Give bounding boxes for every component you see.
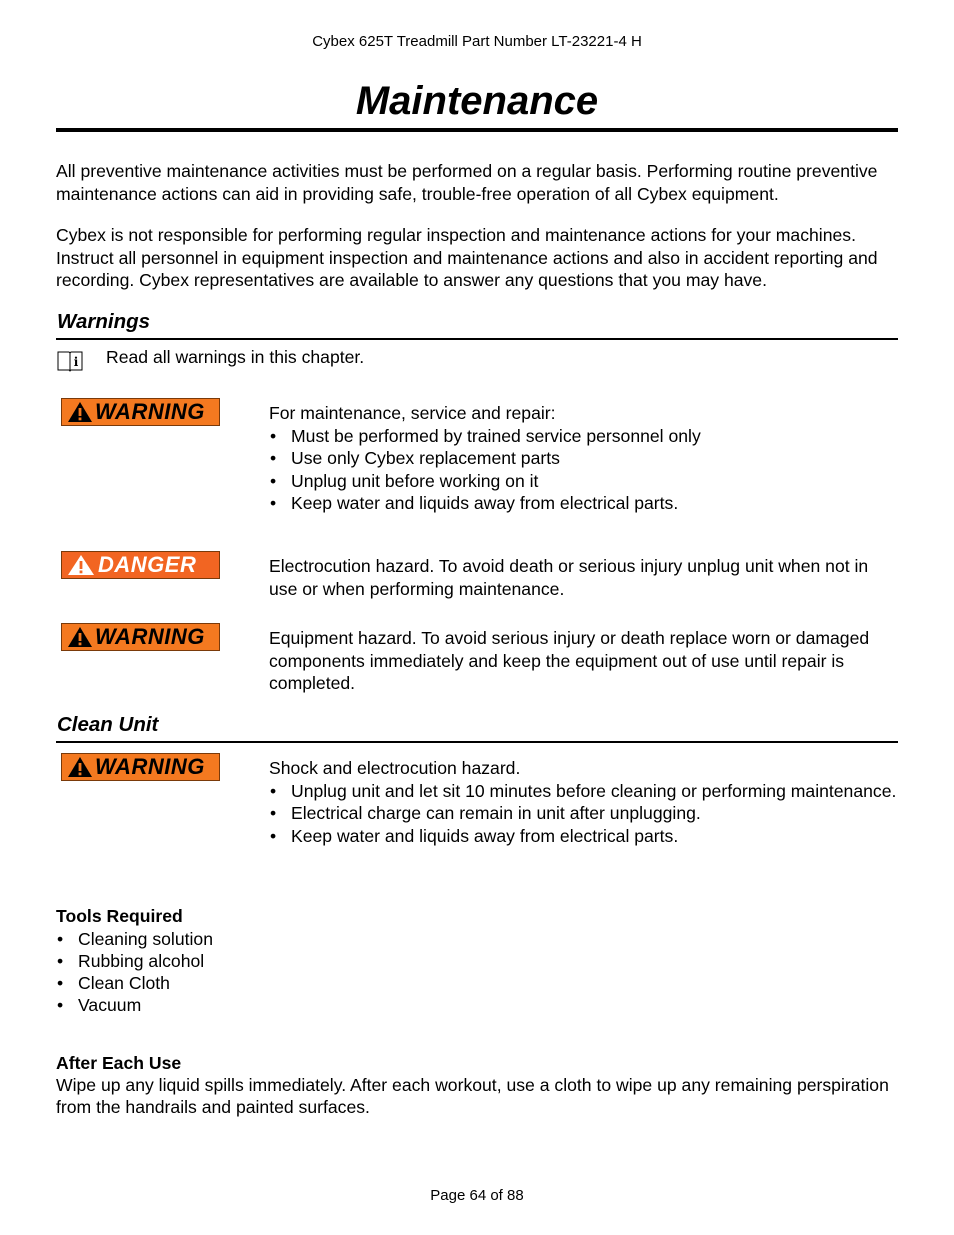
list-item: • Electrical charge can remain in unit after unplugging. — [269, 802, 901, 825]
list-item: • Use only Cybex replacement parts — [269, 447, 901, 470]
warning-intro: Shock and electrocution hazard. — [269, 758, 521, 778]
list-item: • Vacuum — [56, 994, 456, 1016]
book-info-icon — [57, 348, 83, 377]
after-use-text: Wipe up any liquid spills immediately. After each workout, use a cloth to wipe up any remaining perspiration from the handrails and painted surfaces. — [56, 1075, 889, 1117]
tools-heading: Tools Required — [56, 906, 183, 926]
danger-triangle-icon — [67, 554, 95, 576]
section-heading-warnings: Warnings — [57, 310, 151, 333]
danger-label-text: DANGER — [98, 552, 197, 577]
list-item: • Keep water and liquids away from electrical parts. — [269, 825, 901, 848]
list-item: • Clean Cloth — [56, 972, 456, 994]
warning-label — [61, 623, 220, 651]
section-heading-clean-unit: Clean Unit — [57, 713, 159, 736]
list-item: • Unplug unit and let sit 10 minutes before cleaning or performing maintenance. — [269, 780, 901, 803]
list-item: • Must be performed by trained service personnel only — [269, 425, 901, 448]
warning-block-shock — [269, 757, 901, 847]
warning-triangle-icon — [67, 756, 93, 778]
section-rule-clean-unit — [56, 741, 898, 743]
warning-triangle-icon — [67, 626, 93, 648]
warning-list — [269, 425, 901, 515]
danger-block-electrocution: Electrocution hazard. To avoid death or serious injury unplug unit when not in use or when performing maintenance. — [269, 556, 869, 599]
warning-label-text: WARNING — [95, 754, 205, 779]
list-item: • Cleaning solution — [56, 928, 456, 950]
warning-list — [269, 780, 901, 848]
warning-label-text: WARNING — [95, 399, 205, 424]
page-number: Page 64 of 88 — [430, 1187, 524, 1204]
warning-triangle-icon — [67, 401, 93, 423]
warning-intro: For maintenance, service and repair: — [269, 403, 556, 423]
list-item: • Keep water and liquids away from electrical parts. — [269, 492, 901, 515]
page-title: Maintenance — [355, 79, 599, 123]
warning-label — [61, 753, 220, 781]
warning-label — [61, 398, 220, 426]
running-header: Cybex 625T Treadmill Part Number LT-23221-4 H — [312, 33, 642, 50]
warning-label-text: WARNING — [95, 624, 205, 649]
section-rule-warnings — [56, 338, 898, 340]
intro-paragraph-2: Cybex is not responsible for performing regular inspection and maintenance actions for your machines. Instruct all personnel in equipment inspection and maintenance actions and also in accident reporting and recording. Cybex representatives are available to answer any questions that you may have. — [56, 225, 878, 290]
list-item: • Rubbing alcohol — [56, 950, 456, 972]
warnings-note: Read all warnings in this chapter. — [106, 347, 365, 367]
warning-block-equipment: Equipment hazard. To avoid serious injury or death replace worn or damaged components immediately and keep the equipment out of use until repair is completed. — [269, 628, 870, 693]
intro-paragraph-1: All preventive maintenance activities must be performed on a regular basis. Performing routine preventive maintenance actions can aid in providing safe, trouble-free operation of all Cybex equipment. — [56, 161, 878, 204]
title-rule — [56, 128, 898, 132]
svg-text:i: i — [73, 355, 79, 369]
after-use-heading: After Each Use — [56, 1053, 182, 1073]
list-item: • Unplug unit before working on it — [269, 470, 901, 493]
warning-block-maintenance — [269, 402, 901, 515]
tools-list — [56, 928, 456, 1016]
danger-label — [61, 551, 220, 579]
